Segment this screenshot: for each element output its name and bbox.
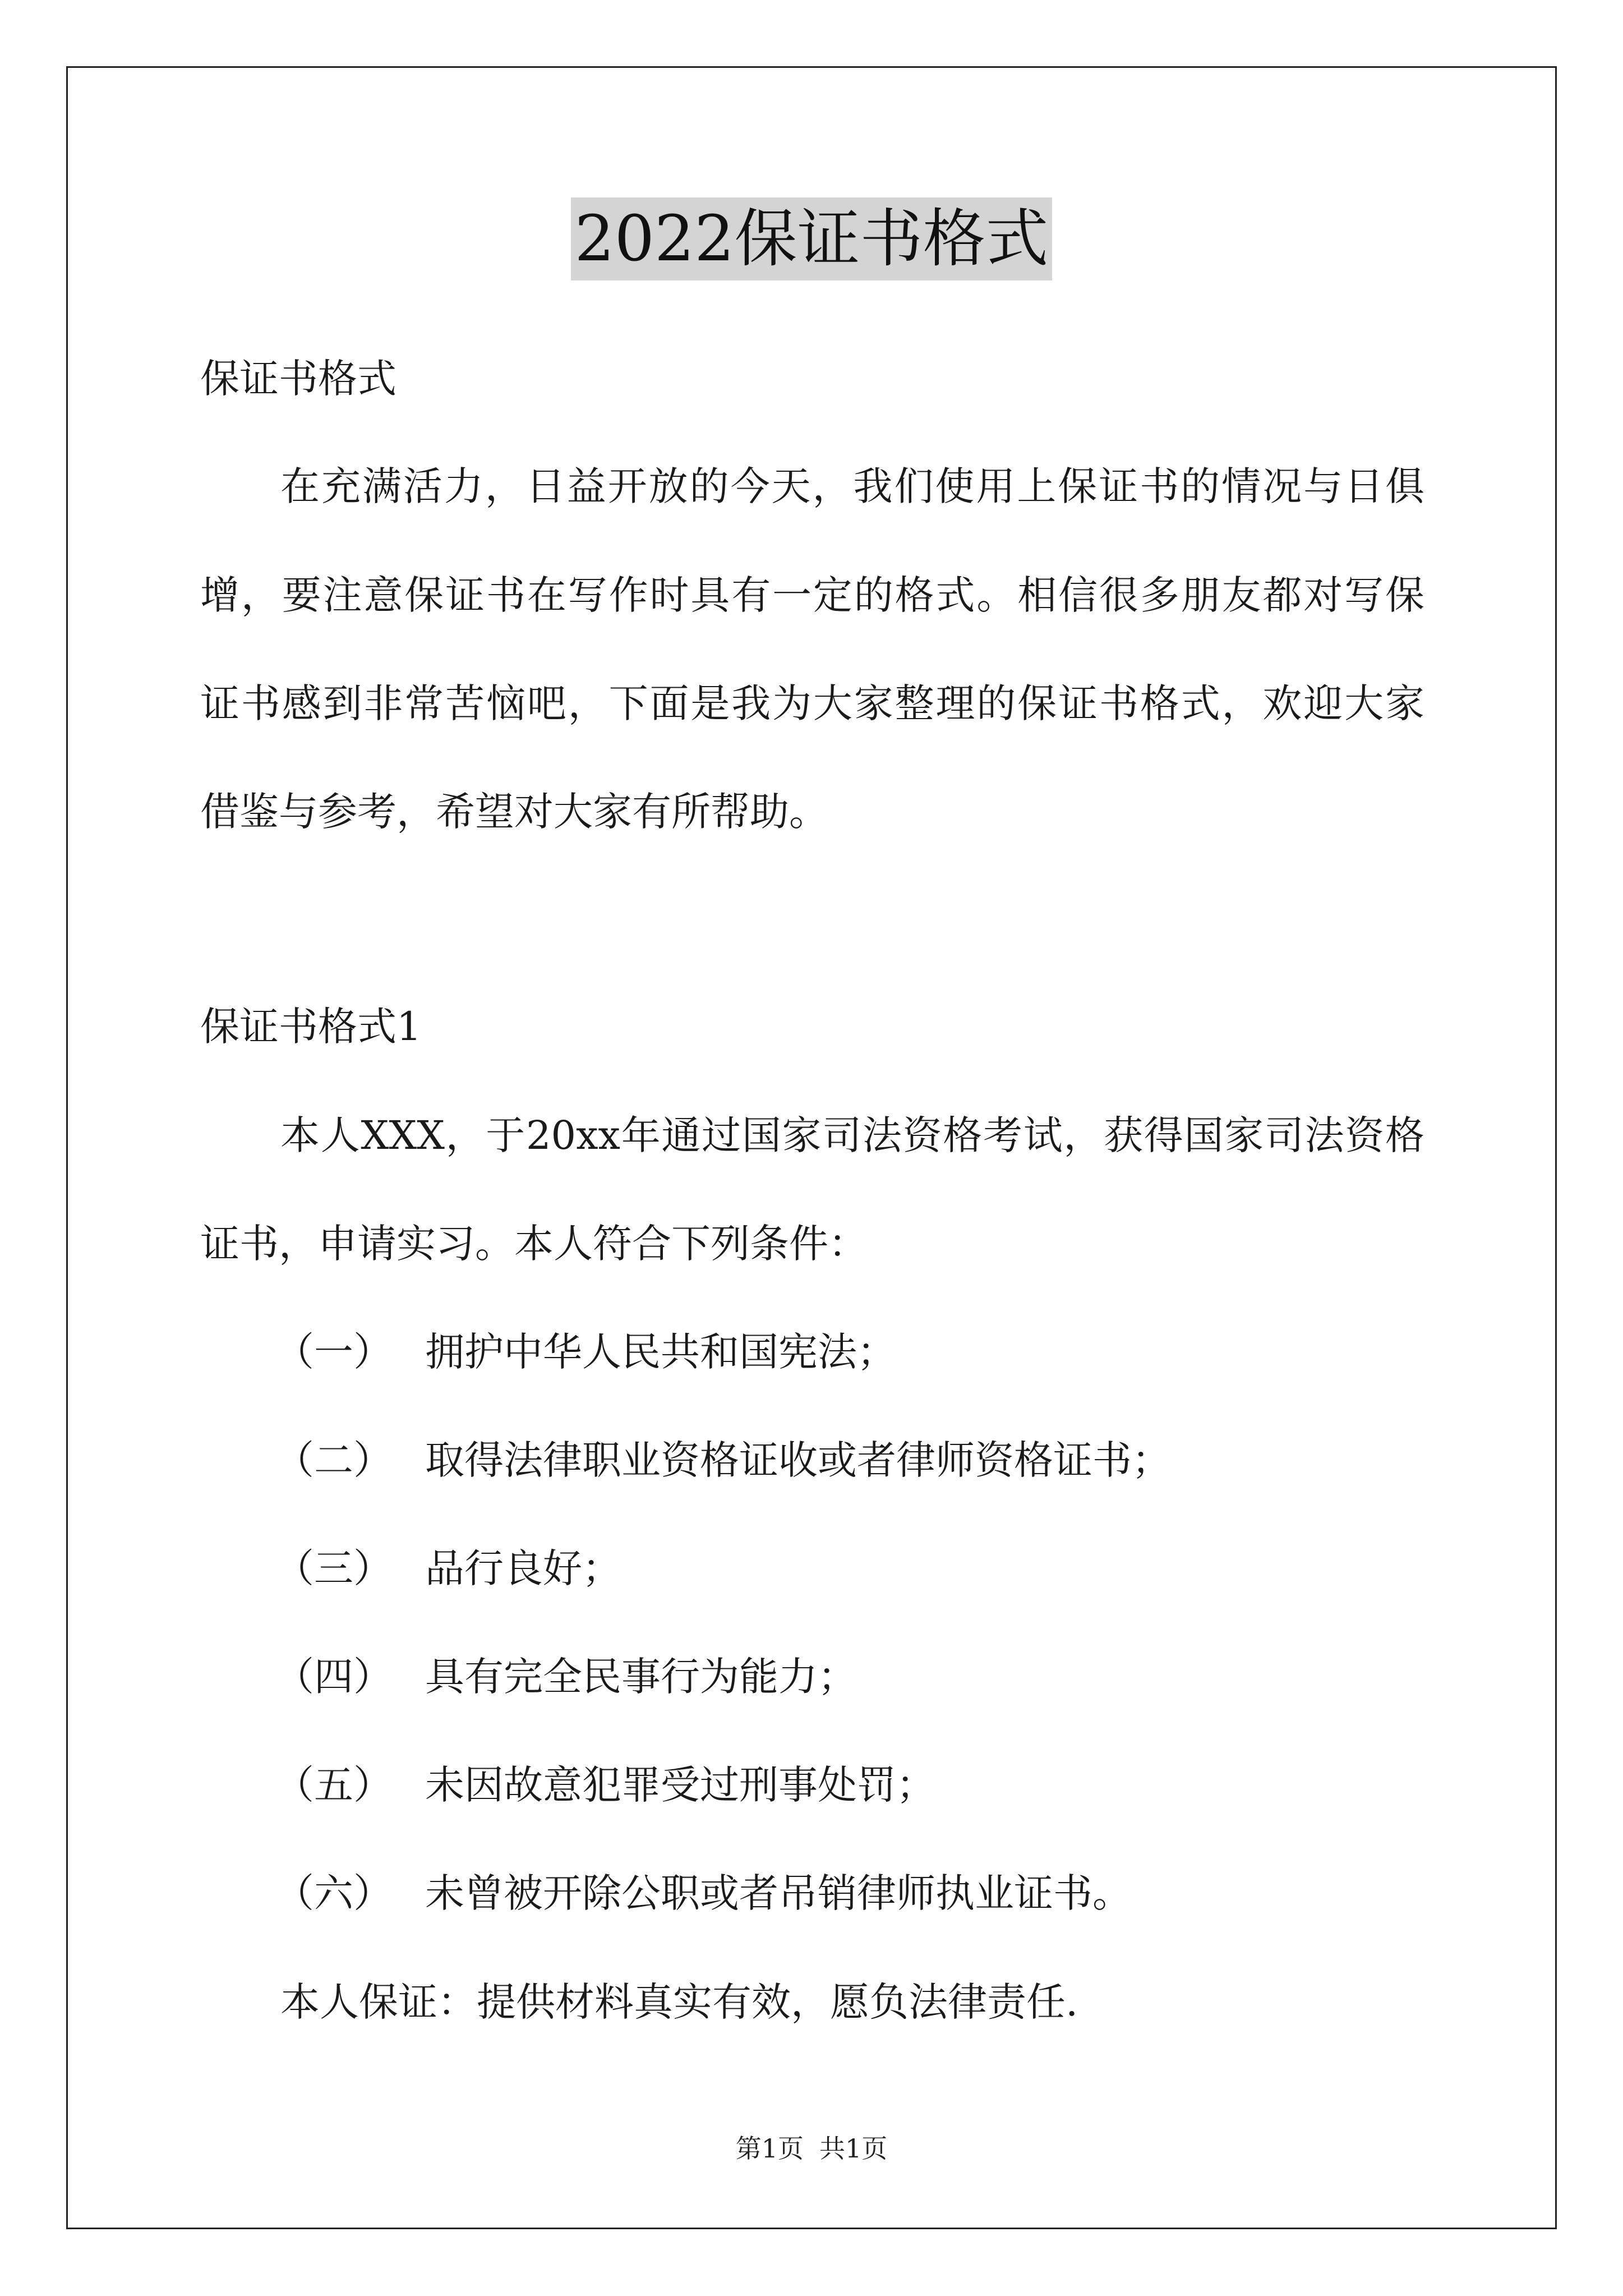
condition-label: （一） [275,1329,393,1375]
section-heading-intro: 保证书格式 [200,356,396,402]
condition-text: 取得法律职业资格证收或者律师资格证书； [425,1437,1171,1483]
condition-text: 未因故意犯罪受过刑事处罚； [425,1762,935,1808]
condition-label: （二） [275,1437,393,1483]
intro-line-1: 在充满活力，日益开放的今天，我们使用上保证书的情况与日俱 [280,463,1424,509]
page-number: 第1页 [735,2133,804,2164]
condition-label: （五） [275,1762,393,1808]
intro-line-2: 增，要注意保证书在写作时具有一定的格式。相信很多朋友都对写保 [200,572,1424,618]
condition-item [275,1760,935,1810]
body-line-1: 本人XXX，于20xx年通过国家司法资格考试，获得国家司法资格 [280,1112,1424,1158]
condition-text: 品行良好； [425,1545,621,1591]
condition-item [275,1651,857,1702]
condition-item [275,1543,621,1594]
page-footer [0,2132,1623,2165]
condition-item [275,1327,896,1377]
condition-text: 拥护中华人民共和国宪法； [425,1329,896,1375]
condition-label: （四） [275,1654,393,1700]
intro-line-3: 证书感到非常苦恼吧，下面是我为大家整理的保证书格式，欢迎大家 [200,680,1424,726]
condition-text: 具有完全民事行为能力； [425,1654,857,1700]
condition-text: 未曾被开除公职或者吊销律师执业证书。 [425,1870,1132,1916]
page-total: 共1页 [819,2133,888,2164]
document-title: 2022保证书格式 [571,197,1052,280]
pledge-line: 本人保证：提供材料真实有效，愿负法律责任. [280,1979,1078,2025]
intro-line-4: 借鉴与参考，希望对大家有所帮助。 [200,789,828,835]
section-heading-format-1: 保证书格式1 [200,1004,422,1050]
body-line-2: 证书，申请实习。本人符合下列条件： [200,1221,868,1267]
condition-item [275,1868,1132,1918]
condition-item [275,1435,1171,1485]
condition-label: （三） [275,1545,393,1591]
title-wrap [0,197,1623,280]
condition-label: （六） [275,1870,393,1916]
